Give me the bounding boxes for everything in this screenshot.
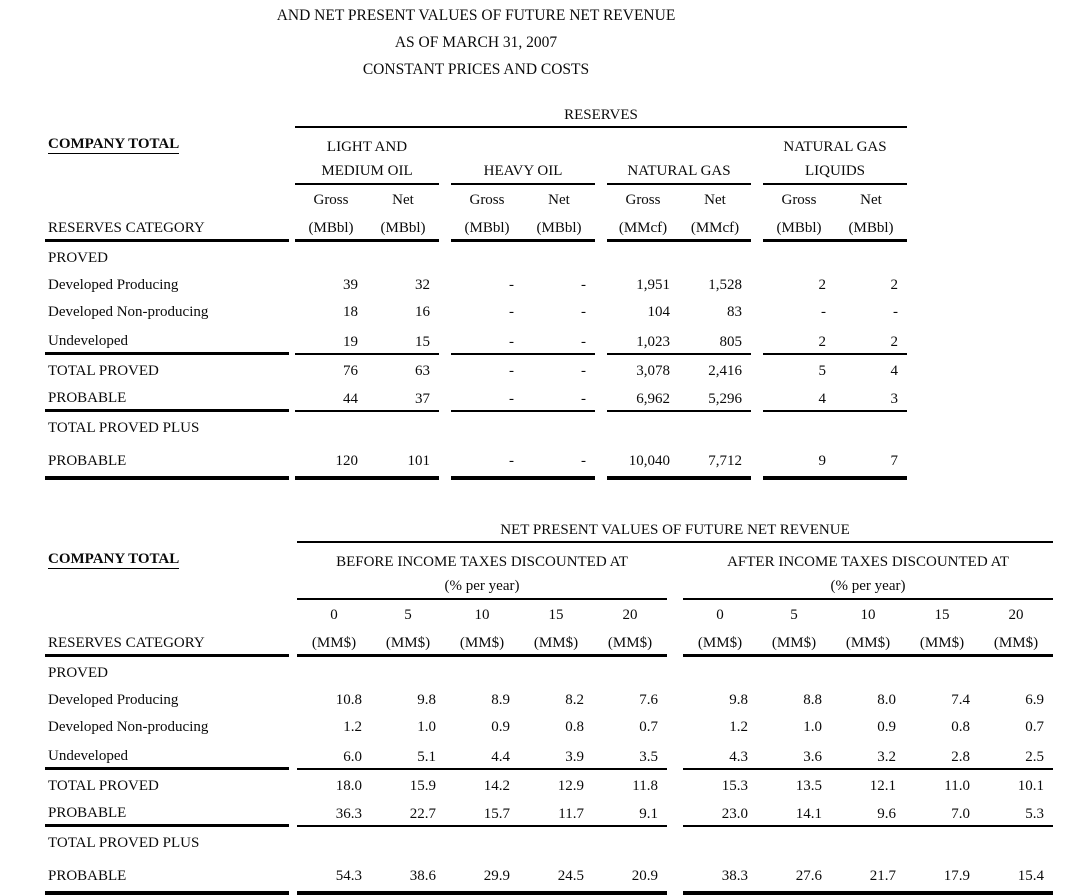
value-cell: 4.3 [683,738,757,769]
gap [439,354,451,383]
value-cell: 0.9 [877,719,896,735]
value-cell: 2 [763,323,835,354]
gap [289,514,297,542]
gap [595,184,607,211]
value-cell: 9.1 [593,797,667,826]
row-label: TOTAL PROVED PLUS [48,420,200,436]
value-cell: 1.0 [417,719,436,735]
value-cell: 9.8 [417,692,436,708]
value-cell: 7 [835,439,907,478]
gap [595,296,607,323]
gap [439,211,451,241]
gap [667,656,683,685]
value-cell: - [509,304,514,320]
group-header-after-taxes [683,542,1053,599]
spacer-cell [45,514,289,542]
table-row [45,826,1053,855]
value-cell: - [523,439,595,478]
gap [667,826,683,855]
value-cell: 0.8 [565,719,584,735]
value-cell: 3.5 [593,738,667,769]
gap [439,127,451,184]
row-label: TOTAL PROVED PLUS [48,835,200,851]
npv-spanner-header: NET PRESENT VALUES OF FUTURE NET REVENUE [297,514,1053,542]
rate-header: 0 [716,607,724,623]
row-label: Undeveloped [45,323,289,354]
reserves-spanner-header: RESERVES [295,99,907,127]
document-page [0,2,1087,884]
gap [595,241,607,270]
subheader-net: Net [392,192,414,208]
row-label: Developed Producing [48,277,179,293]
value-cell: 15.9 [409,778,436,794]
unit-header: (MM$) [683,626,757,656]
table-row [45,599,1053,626]
value-cell: 54.3 [297,854,371,893]
value-cell: 8.8 [803,692,822,708]
row-label: Developed Producing [48,692,179,708]
value-cell: 0.7 [639,719,658,735]
gap [667,599,683,626]
value-cell: 17.9 [905,854,979,893]
table-row [45,439,907,478]
value-cell: - [821,304,826,320]
gap [439,269,451,296]
gap [439,323,451,354]
value-cell: 10,040 [607,439,679,478]
table-row [45,626,1053,656]
gap [289,626,297,656]
group-header-natural-gas-liquids [763,127,907,184]
table-row [45,382,907,411]
value-cell: 7.0 [905,797,979,826]
value-cell: 4 [763,382,835,411]
rate-header: 15 [934,607,950,623]
value-cell: 8.2 [565,692,584,708]
gap [439,296,451,323]
value-cell: 0.8 [951,719,970,735]
value-cell: 14.2 [483,778,510,794]
value-cell: 38.3 [683,854,757,893]
value-cell: 6.9 [1025,692,1044,708]
value-cell: 6.0 [297,738,371,769]
value-cell: 83 [727,304,742,320]
value-cell: - [523,323,595,354]
gap [595,354,607,383]
value-cell: 8.9 [491,692,510,708]
gap [751,211,763,241]
table-row [45,127,907,184]
value-cell: 36.3 [297,797,371,826]
unit-header: (MM$) [757,626,831,656]
value-cell: 120 [295,439,367,478]
value-cell: - [451,323,523,354]
gap [751,269,763,296]
value-cell: 4 [890,363,898,379]
company-total-label [45,542,289,599]
rate-header: 5 [404,607,412,623]
value-cell: 32 [415,277,430,293]
gap [751,127,763,184]
value-cell: 0.7 [1025,719,1044,735]
value-cell: - [581,363,586,379]
value-cell: 12.1 [869,778,896,794]
rate-header: 10 [474,607,490,623]
value-cell: 104 [647,304,670,320]
value-cell: 2.5 [979,738,1053,769]
gap [595,269,607,296]
gap [439,184,451,211]
value-cell: 10.8 [335,692,362,708]
gap [595,382,607,411]
table-row [45,411,907,440]
gap [751,323,763,354]
gap [751,354,763,383]
group-header-light-medium-oil [295,127,439,184]
value-cell: 76 [343,363,358,379]
group-title-line: LIGHT AND [326,139,408,155]
reserves-category-header: RESERVES CATEGORY [45,211,289,241]
value-cell: 21.7 [831,854,905,893]
group-title-line: NATURAL GAS [783,139,887,155]
value-cell: - [581,304,586,320]
value-cell: 2 [835,323,907,354]
table-row [45,269,907,296]
value-cell: 15.7 [445,797,519,826]
value-cell: 20.9 [593,854,667,893]
value-cell: 39 [343,277,358,293]
gap [667,711,683,738]
unit-header: (MM$) [593,626,667,656]
gap [289,656,297,685]
title-line-3: CONSTANT PRICES AND COSTS [362,61,590,78]
gap [289,738,297,769]
value-cell: 18 [343,304,358,320]
value-cell: 8.0 [877,692,896,708]
value-cell: 805 [679,323,751,354]
value-cell: - [581,277,586,293]
group-title-line: BEFORE INCOME TAXES DISCOUNTED AT [336,554,628,570]
value-cell: 3.6 [757,738,831,769]
gap [667,769,683,798]
value-cell: 37 [367,382,439,411]
table-row [45,656,1053,685]
value-cell: 5,296 [679,382,751,411]
row-label: TOTAL PROVED [48,778,159,794]
value-cell: 11.8 [632,778,658,794]
value-cell: 22.7 [371,797,445,826]
spacer-cell [45,184,289,211]
unit-header: (MBbl) [451,211,523,241]
value-cell: 7.6 [639,692,658,708]
group-title-line: NATURAL GAS [627,163,731,179]
value-cell: 15.3 [721,778,748,794]
value-cell: 5.1 [371,738,445,769]
gap [667,684,683,711]
value-cell: 1,528 [708,277,742,293]
value-cell: 12.9 [557,778,584,794]
title-line-1: AND NET PRESENT VALUES OF FUTURE NET REVENUE [276,7,676,24]
table-row [45,711,1053,738]
group-header-heavy-oil [451,127,595,184]
value-cell: 18.0 [335,778,362,794]
unit-header: (MM$) [831,626,905,656]
value-cell: 1.2 [729,719,748,735]
unit-header: (MMcf) [607,211,679,241]
value-cell: 27.6 [757,854,831,893]
value-cell: 1,951 [636,277,670,293]
value-cell: 5 [818,363,826,379]
group-title-line: MEDIUM OIL [321,163,413,179]
unit-header: (MBbl) [763,211,835,241]
gap [439,382,451,411]
value-cell: 1,023 [607,323,679,354]
value-cell: 15.4 [979,854,1053,893]
table-row [45,738,1053,769]
row-label: Undeveloped [45,738,289,769]
table-row [45,99,907,127]
unit-header: (MM$) [371,626,445,656]
table-row [45,241,907,270]
subheader-gross: Gross [625,192,661,208]
table-row [45,854,1053,893]
unit-header: (MBbl) [367,211,439,241]
gap [289,854,297,893]
rate-header: 0 [330,607,338,623]
value-cell: 2.8 [905,738,979,769]
gap [667,797,683,826]
subheader-gross: Gross [469,192,505,208]
value-cell: 3,078 [636,363,670,379]
value-cell: 9 [763,439,835,478]
value-cell: - [451,439,523,478]
table-row [45,769,1053,798]
row-label: PROBABLE [45,797,289,826]
row-label: PROBABLE [45,854,289,893]
rate-header: 20 [1008,607,1024,623]
group-title-line: LIQUIDS [805,163,865,179]
title-line-2: AS OF MARCH 31, 2007 [394,34,558,51]
spacer-cell [45,599,289,626]
company-total-text: COMPANY TOTAL [48,551,180,567]
gap [289,711,297,738]
unit-header: (MBbl) [835,211,907,241]
rate-header: 20 [622,607,638,623]
group-title-line: (% per year) [444,578,520,594]
subheader-gross: Gross [313,192,349,208]
gap [751,439,763,478]
subheader-net: Net [860,192,882,208]
value-cell: - [523,382,595,411]
value-cell: 44 [295,382,367,411]
value-cell: 2 [818,277,826,293]
value-cell: - [893,304,898,320]
gap [595,411,607,440]
value-cell: 11.0 [944,778,970,794]
subheader-net: Net [548,192,570,208]
row-label: Developed Non-producing [48,304,209,320]
row-label: Developed Non-producing [48,719,209,735]
document-title [45,2,907,83]
value-cell: 9.6 [831,797,905,826]
reserves-table [45,99,907,480]
value-cell: 24.5 [519,854,593,893]
value-cell: - [509,363,514,379]
value-cell: 11.7 [519,797,593,826]
value-cell: 5.3 [979,797,1053,826]
rate-header: 10 [860,607,876,623]
value-cell: 9.8 [729,692,748,708]
gap [439,411,451,440]
gap [289,797,297,826]
unit-header: (MBbl) [295,211,367,241]
value-cell: 7.4 [951,692,970,708]
rate-header: 5 [790,607,798,623]
value-cell: 3 [835,382,907,411]
row-label: PROBABLE [45,382,289,411]
gap [667,738,683,769]
gap [289,599,297,626]
value-cell: 10.1 [1017,778,1044,794]
value-cell: 3.2 [831,738,905,769]
row-label: PROBABLE [45,439,289,478]
gap [595,127,607,184]
company-total-text: COMPANY TOTAL [48,136,180,152]
gap [289,826,297,855]
group-title-line: HEAVY OIL [483,163,563,179]
gap [289,769,297,798]
gap [667,854,683,893]
gap [751,411,763,440]
table-row [45,184,907,211]
unit-header: (MM$) [905,626,979,656]
table-row [45,296,907,323]
row-label: PROVED [48,250,109,266]
gap [751,241,763,270]
gap [751,382,763,411]
value-cell: 2 [890,277,898,293]
unit-header: (MM$) [297,626,371,656]
unit-header: (MM$) [445,626,519,656]
table-row [45,797,1053,826]
unit-header: (MMcf) [679,211,751,241]
value-cell: 7,712 [679,439,751,478]
gap [667,542,683,599]
table-row [45,211,907,241]
value-cell: 63 [415,363,430,379]
gap [289,542,297,599]
npv-table [45,514,1053,895]
value-cell: 3.9 [519,738,593,769]
table-row [45,684,1053,711]
value-cell: 15 [367,323,439,354]
gap [751,296,763,323]
group-title-line: (% per year) [830,578,906,594]
gap [595,439,607,478]
group-header-natural-gas [607,127,751,184]
table-row [45,514,1053,542]
value-cell: 14.1 [757,797,831,826]
value-cell: 38.6 [371,854,445,893]
table-row [45,323,907,354]
value-cell: 0.9 [491,719,510,735]
group-title-line: AFTER INCOME TAXES DISCOUNTED AT [727,554,1009,570]
unit-header: (MM$) [519,626,593,656]
value-cell: 23.0 [683,797,757,826]
group-header-before-taxes [297,542,667,599]
gap [289,684,297,711]
gap [595,323,607,354]
company-total-label [45,127,289,184]
unit-header: (MM$) [979,626,1053,656]
gap [439,241,451,270]
subheader-net: Net [704,192,726,208]
table-row [45,542,1053,599]
value-cell: 2,416 [708,363,742,379]
rate-header: 15 [548,607,564,623]
value-cell: - [509,277,514,293]
row-label: TOTAL PROVED [48,363,159,379]
gap [667,626,683,656]
value-cell: 6,962 [607,382,679,411]
value-cell: 4.4 [445,738,519,769]
value-cell: 19 [295,323,367,354]
reserves-category-header: RESERVES CATEGORY [45,626,289,656]
value-cell: 1.0 [803,719,822,735]
value-cell: 29.9 [445,854,519,893]
value-cell: 13.5 [795,778,822,794]
row-label: PROVED [48,665,109,681]
value-cell: 1.2 [343,719,362,735]
gap [751,184,763,211]
table-row [45,354,907,383]
value-cell: 16 [415,304,430,320]
unit-header: (MBbl) [523,211,595,241]
spacer-cell [45,99,289,127]
value-cell: 101 [367,439,439,478]
value-cell: - [451,382,523,411]
gap [439,439,451,478]
gap [595,211,607,241]
subheader-gross: Gross [781,192,817,208]
